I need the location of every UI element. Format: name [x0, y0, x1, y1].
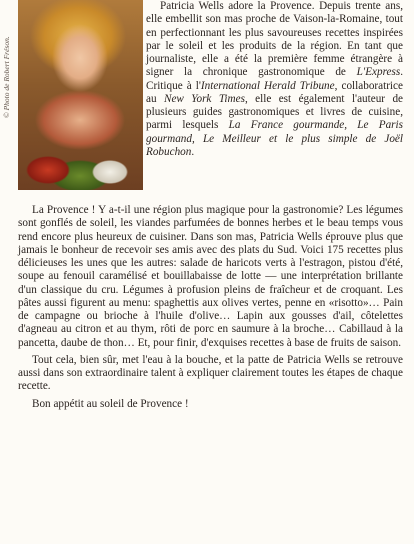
publication-iht: International Herald Tribune	[200, 79, 335, 92]
description-paragraph: Tout cela, bien sûr, met l'eau à la bouche, et la patte de Patricia Wells se retrouve aussi dans son extraordinaire talent à expliquer clairement toutes les étapes de chaque recette.	[18, 353, 403, 393]
bio-text-5: .	[191, 145, 195, 158]
closing-line: Bon appétit au soleil de Provence !	[32, 397, 189, 410]
bio-text-1: Patricia Wells adore la Provence. Depuis trente ans, elle embellit son mas proche de Vaison-la-Romaine, tout en perfectionnant les plus savoureuses recettes inspirées par le soleil et les produits de la région. En tant que journaliste, elle a été la première femme étrangère à signer la chronique gastronomique de	[146, 0, 403, 79]
bio-text-4: , elle est également l'auteur de plusieurs guides gastronomiques et livres de cuisine, parmi lesquels	[146, 92, 404, 132]
book-description	[18, 204, 403, 415]
author-photo	[18, 0, 143, 190]
publication-nyt: New York Times	[163, 92, 245, 105]
publication-lexpress: L'Express	[356, 66, 401, 79]
bio-text-2: . Critique à l'	[146, 66, 403, 92]
description-paragraph: La Provence ! Y a-t-il une région plus magique pour la gastronomie? Les légumes sont gonflés de soleil, les viandes parfumées de bonnes herbes et le beau temps vous rend encore plus heureux de cuisiner. Dans son mas, Patricia Wells éprouve plus que jamais le bonheur de recevoir ses amis avec des plats du Sud. Voici 175 recettes plus délicieuses les unes que les autres: salade de haricots verts à l'estragon, pistou d'été, soupe au fenouil caramélisé et bouillabaisse de lotte — une interprétation brillante d'un classique du cru. Légumes à profusion pleins de fraîcheur et de croquant. Les pâtes aussi figurent au menu: spaghettis aux olives vertes, penne en «risotto»… Pain de campagne ou brioche à l'huile d'olive… Lapin aux gousses d'ail, côtelettes d'agneau au citron et au thym, rôti de porc en saumure à la broche… Cabillaud à la pancetta, daube de thon… Et, pour finir, d'exquises recettes à base de fruits de saison.	[18, 204, 403, 349]
book-titles: La France gourmande, Le Paris gourmand, Le Meilleur et le plus simple de Joël Robuchon	[146, 119, 403, 158]
bio-text-3: , collaboratrice au	[146, 79, 403, 105]
author-bio-text	[146, 0, 403, 159]
author-bio	[146, 0, 403, 159]
photo-credit: © Photo de Robert Fréson.	[2, 36, 11, 118]
